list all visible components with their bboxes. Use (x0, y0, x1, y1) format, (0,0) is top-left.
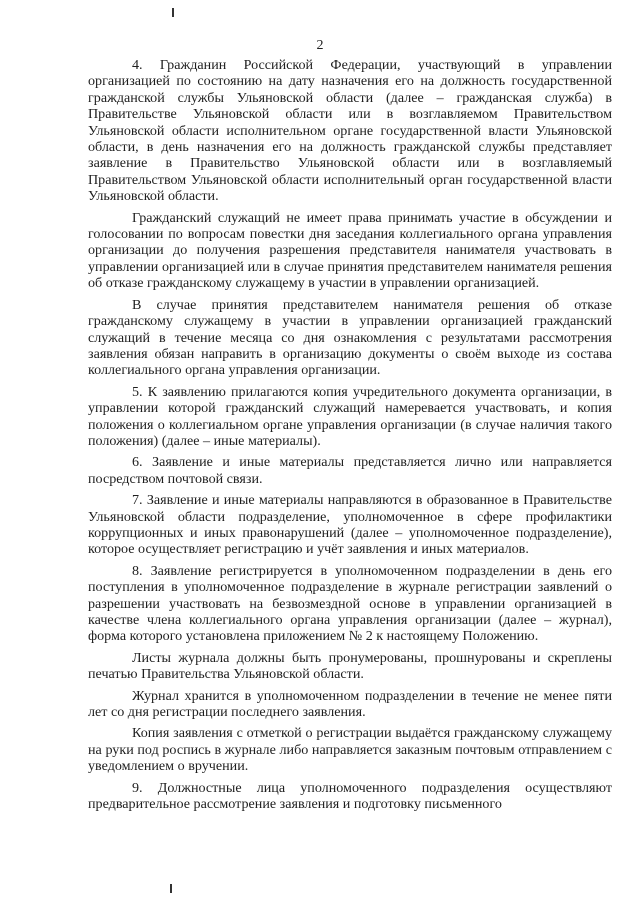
paragraph-8: 8. Заявление регистрируется в уполномоченном подразделении в день его поступления в уполномоченное подразделение в журнале регистрации заявлений о разрешении участвовать на безвозмездной основе в управлении организацией в качестве члена коллегиального органа управления организации (далее – журнал), форма которого установлена приложением № 2 к настоящему Положению. (88, 562, 612, 645)
page-number: 2 (316, 38, 324, 53)
paragraph-8-copy-issuance: Копия заявления с отметкой о регистрации выдаётся гражданскому служащему на руки под роспись в журнале либо направляется заказным почтовым отправлением с уведомлением о вручении. (88, 725, 612, 775)
scan-mark-top (172, 8, 174, 17)
paragraph-7: 7. Заявление и иные материалы направляются в образованное в Правительстве Ульяновской области подразделение, уполномоченное в сфере профилактики коррупционных и иных правонарушений (далее – уполномоченное подразделение), которое осуществляет регистрацию и учёт заявления и иных материалов. (88, 492, 612, 558)
document-body (88, 57, 612, 812)
paragraph-8-journal-storage: Журнал хранится в уполномоченном подразделении в течение не менее пяти лет со дня регистрации последнего заявления. (88, 687, 612, 721)
paragraph-4-right-restriction: Гражданский служащий не имеет права принимать участие в обсуждении и голосовании по вопросам повестки дня заседания коллегиального органа управления организации до получения разрешения представителя нанимателя участвовать в управлении организацией или в случае принятия представителем нанимателя решения об отказе гражданскому служащему в участии в управлении организацией. (88, 209, 612, 292)
paragraph-8-journal-sheets: Листы журнала должны быть пронумерованы, прошнурованы и скреплены печатью Правительства Ульяновской области. (88, 649, 612, 683)
paragraph-5: 5. К заявлению прилагаются копия учредительного документа организации, в управлении которой гражданский служащий намеревается участвовать, и копия положения о коллегиальном органе управления организации (в случае наличия такого положения) (далее – иные материалы). (88, 383, 612, 449)
paragraph-9: 9. Должностные лица уполномоченного подразделения осуществляют предварительное рассмотрение заявления и подготовку письменного (88, 779, 612, 813)
paragraph-4-refusal: В случае принятия представителем нанимателя решения об отказе гражданскому служащему в участии в управлении организацией гражданский служащий в течение месяца со дня ознакомления с результатами рассмотрения заявления обязан направить в организацию документы о своём выходе из состава коллегиального органа управления организации. (88, 296, 612, 379)
paragraph-6: 6. Заявление и иные материалы представляется лично или направляется посредством почтовой связи. (88, 454, 612, 487)
paragraph-4: 4. Гражданин Российской Федерации, участвующий в управлении организацией по состоянию на дату назначения его на должность государственной гражданской службы Ульяновской области (далее – гражданская служба) в Правительстве Ульяновской области или в возглавляемом Правительством Ульяновской области исполнительном органе государственной власти Ульяновской области, в день назначения его на должность гражданской службы представляет заявление в Правительство Ульяновской области или в возглавляемый Правительством Ульяновской области исполнительный орган государственной власти Ульяновской области. (88, 57, 612, 205)
scan-mark-bottom (170, 884, 172, 893)
